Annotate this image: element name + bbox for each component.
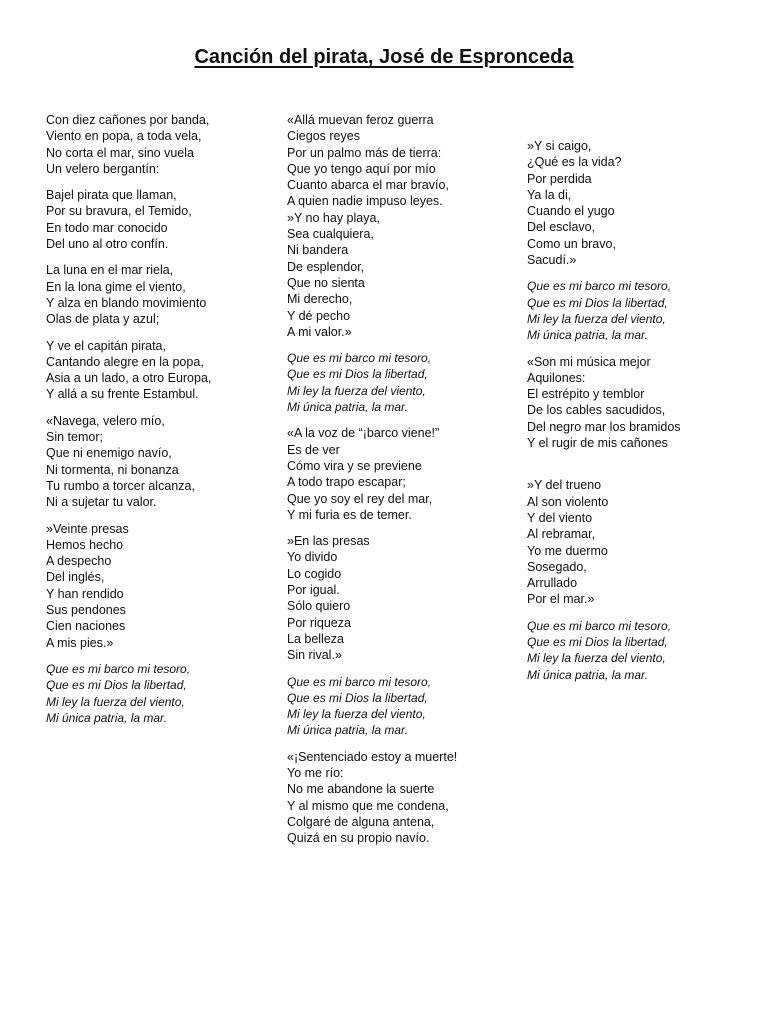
verse-line: Sin rival.» [287, 648, 342, 663]
verse-line: Lo cogido [287, 566, 342, 581]
verse-line: Que yo tengo aquí por mío [287, 161, 436, 176]
stanza [527, 477, 767, 607]
verse-line: Mi ley la fuerza del viento, [527, 651, 666, 666]
verse-line: Cantando alegre en la popa, [46, 354, 204, 369]
verse-line: La belleza [287, 631, 344, 646]
verse-line: No me abandone la suerte [287, 782, 435, 797]
verse-line: Sea cualquiera, [287, 227, 374, 242]
verse-line: Que es mi barco mi tesoro, [527, 618, 672, 633]
verse-line: Por perdida [527, 171, 592, 186]
verse-line: A despecho [46, 554, 112, 569]
verse-line: Mi ley la fuerza del viento, [287, 707, 426, 722]
verse-line: Por igual. [287, 583, 340, 598]
verse-line: «Son mi música mejor [527, 354, 651, 369]
verse-line: Ya la di, [527, 187, 572, 202]
verse-line: Mi derecho, [287, 292, 353, 307]
verse-line: Sacudí.» [527, 253, 577, 268]
verse-line: De los cables sacudidos, [527, 403, 666, 418]
verse-line: Mi ley la fuerza del viento, [527, 311, 666, 326]
stanza [46, 112, 286, 177]
verse-line: Aquilones: [527, 370, 586, 385]
verse-line: Que es mi Dios la libertad, [46, 678, 187, 693]
verse-line: Olas de plata y azul; [46, 312, 160, 327]
verse-line: Del negro mar los bramidos [527, 419, 681, 434]
verse-line: Al son violento [527, 494, 609, 509]
verse-line: Y del viento [527, 510, 593, 525]
chorus-stanza [287, 674, 527, 739]
verse-line: Que es mi barco mi tesoro, [527, 279, 672, 294]
verse-line: Que es mi barco mi tesoro, [46, 661, 191, 676]
page-title: Canción del pirata, José de Espronceda [194, 46, 574, 68]
verse-line: Yo divido [287, 550, 338, 565]
verse-line: «Allá muevan feroz guerra [287, 113, 434, 127]
verse-line: Sin temor; [46, 430, 103, 445]
poem-column-3 [527, 138, 767, 693]
verse-line: Y dé pecho [287, 308, 351, 323]
verse-line: Sus pendones [46, 603, 126, 618]
verse-line: Cómo vira y se previene [287, 458, 422, 473]
verse-line: Del esclavo, [527, 220, 596, 235]
verse-line: Y ve el capitán pirata, [46, 338, 166, 353]
verse-line: »Y si caigo, [527, 139, 592, 153]
verse-line: A mis pies.» [46, 635, 114, 650]
verse-line: Sólo quiero [287, 599, 351, 614]
verse-line: La luna en el mar riela, [46, 263, 174, 278]
verse-line: Que no sienta [287, 275, 365, 290]
verse-line: «Navega, velero mío, [46, 413, 165, 428]
verse-line: Y alza en blando movimiento [46, 295, 207, 310]
verse-line: Por un palmo más de tierra: [287, 145, 442, 160]
verse-line: Que ni enemigo navío, [46, 446, 172, 461]
verse-line: A quien nadie impuso leyes. [287, 194, 443, 209]
verse-line: Tu rumbo a torcer alcanza, [46, 478, 195, 493]
verse-line: »Y del trueno [527, 478, 602, 493]
verse-line: Al rebramar, [527, 527, 596, 542]
stanza [527, 354, 767, 452]
verse-line: »En las presas [287, 534, 370, 549]
verse-line: Como un bravo, [527, 236, 616, 251]
chorus-stanza [527, 618, 767, 683]
verse-line: Del inglés, [46, 570, 105, 585]
stanza [46, 187, 286, 252]
verse-line: Ni tormenta, ni bonanza [46, 462, 179, 477]
verse-line: Mi única patria, la mar. [527, 328, 648, 343]
stanza [527, 138, 767, 268]
verse-line: Mi ley la fuerza del viento, [46, 694, 185, 709]
verse-line: »Veinte presas [46, 521, 129, 536]
chorus-stanza [46, 661, 286, 726]
stanza [287, 425, 527, 523]
verse-line: Por el mar.» [527, 592, 595, 607]
verse-line: El estrépito y temblor [527, 387, 645, 402]
verse-line: Hemos hecho [46, 537, 124, 552]
verse-line: »Y no hay playa, [287, 210, 380, 225]
stanza [46, 413, 286, 511]
verse-line: Yo me duermo [527, 543, 608, 558]
stanza [46, 521, 286, 651]
verse-line: Que es mi barco mi tesoro, [287, 351, 432, 366]
verse-line: Y mi furia es de temer. [287, 507, 412, 522]
verse-line: «¡Sentenciado estoy a muerte! [287, 749, 458, 764]
verse-line: Ciegos reyes [287, 129, 360, 144]
poem-column-2 [287, 112, 527, 856]
verse-line: Mi única patria, la mar. [46, 710, 167, 725]
verse-line: Que es mi barco mi tesoro, [287, 674, 432, 689]
verse-line: Mi única patria, la mar. [287, 400, 408, 415]
verse-line: Colgaré de alguna antena, [287, 814, 435, 829]
verse-line: Cuando el yugo [527, 204, 615, 219]
verse-line: A todo trapo escapar; [287, 475, 406, 490]
verse-line: Por riqueza [287, 615, 351, 630]
verse-line: Que es mi Dios la libertad, [287, 367, 428, 382]
verse-line: Es de ver [287, 442, 340, 457]
stanza [46, 338, 286, 403]
verse-line: A mi valor.» [287, 324, 352, 339]
verse-line: Un velero bergantín: [46, 161, 160, 176]
verse-line: Que yo soy el rey del mar, [287, 491, 433, 506]
verse-line: ¿Qué es la vida? [527, 155, 622, 170]
verse-line: Mi única patria, la mar. [287, 723, 408, 738]
poem-column-1 [46, 112, 286, 736]
chorus-stanza [287, 350, 527, 415]
stanza [287, 533, 527, 663]
verse-line: Ni bandera [287, 243, 349, 258]
verse-line: Que es mi Dios la libertad, [527, 635, 668, 650]
verse-line: Que es mi Dios la libertad, [527, 295, 668, 310]
verse-line: En la lona gime el viento, [46, 279, 186, 294]
verse-line: Cien naciones [46, 619, 126, 634]
stanza [287, 749, 527, 847]
verse-line: Viento en popa, a toda vela, [46, 129, 202, 144]
verse-line: Y han rendido [46, 586, 124, 601]
stanza [46, 262, 286, 327]
verse-line: Quizá en su propio navío. [287, 831, 430, 846]
verse-line: Yo me río: [287, 765, 344, 780]
verse-line: Sosegado, [527, 559, 587, 574]
verse-line: Arrullado [527, 576, 578, 591]
verse-line: Mi ley la fuerza del viento, [287, 383, 426, 398]
verse-line: Que es mi Dios la libertad, [287, 690, 428, 705]
verse-line: Cuanto abarca el mar bravío, [287, 178, 449, 193]
chorus-stanza [527, 278, 767, 343]
verse-line: Y allá a su frente Estambul. [46, 387, 199, 402]
verse-line: Por su bravura, el Temido, [46, 204, 192, 219]
verse-line: Con diez cañones por banda, [46, 113, 210, 127]
verse-line: Y el rugir de mis cañones [527, 436, 668, 451]
verse-line: En todo mar conocido [46, 220, 168, 235]
verse-line: De esplendor, [287, 259, 365, 274]
verse-line: Del uno al otro confín. [46, 237, 169, 252]
verse-line: Mi única patria, la mar. [527, 667, 648, 682]
verse-line: «A la voz de “¡barco viene!” [287, 426, 440, 441]
verse-line: Bajel pirata que llaman, [46, 188, 177, 203]
stanza [287, 112, 527, 340]
verse-line: Ni a sujetar tu valor. [46, 495, 157, 510]
verse-line: No corta el mar, sino vuela [46, 145, 194, 160]
verse-line: Asia a un lado, a otro Europa, [46, 371, 212, 386]
verse-line: Y al mismo que me condena, [287, 798, 449, 813]
